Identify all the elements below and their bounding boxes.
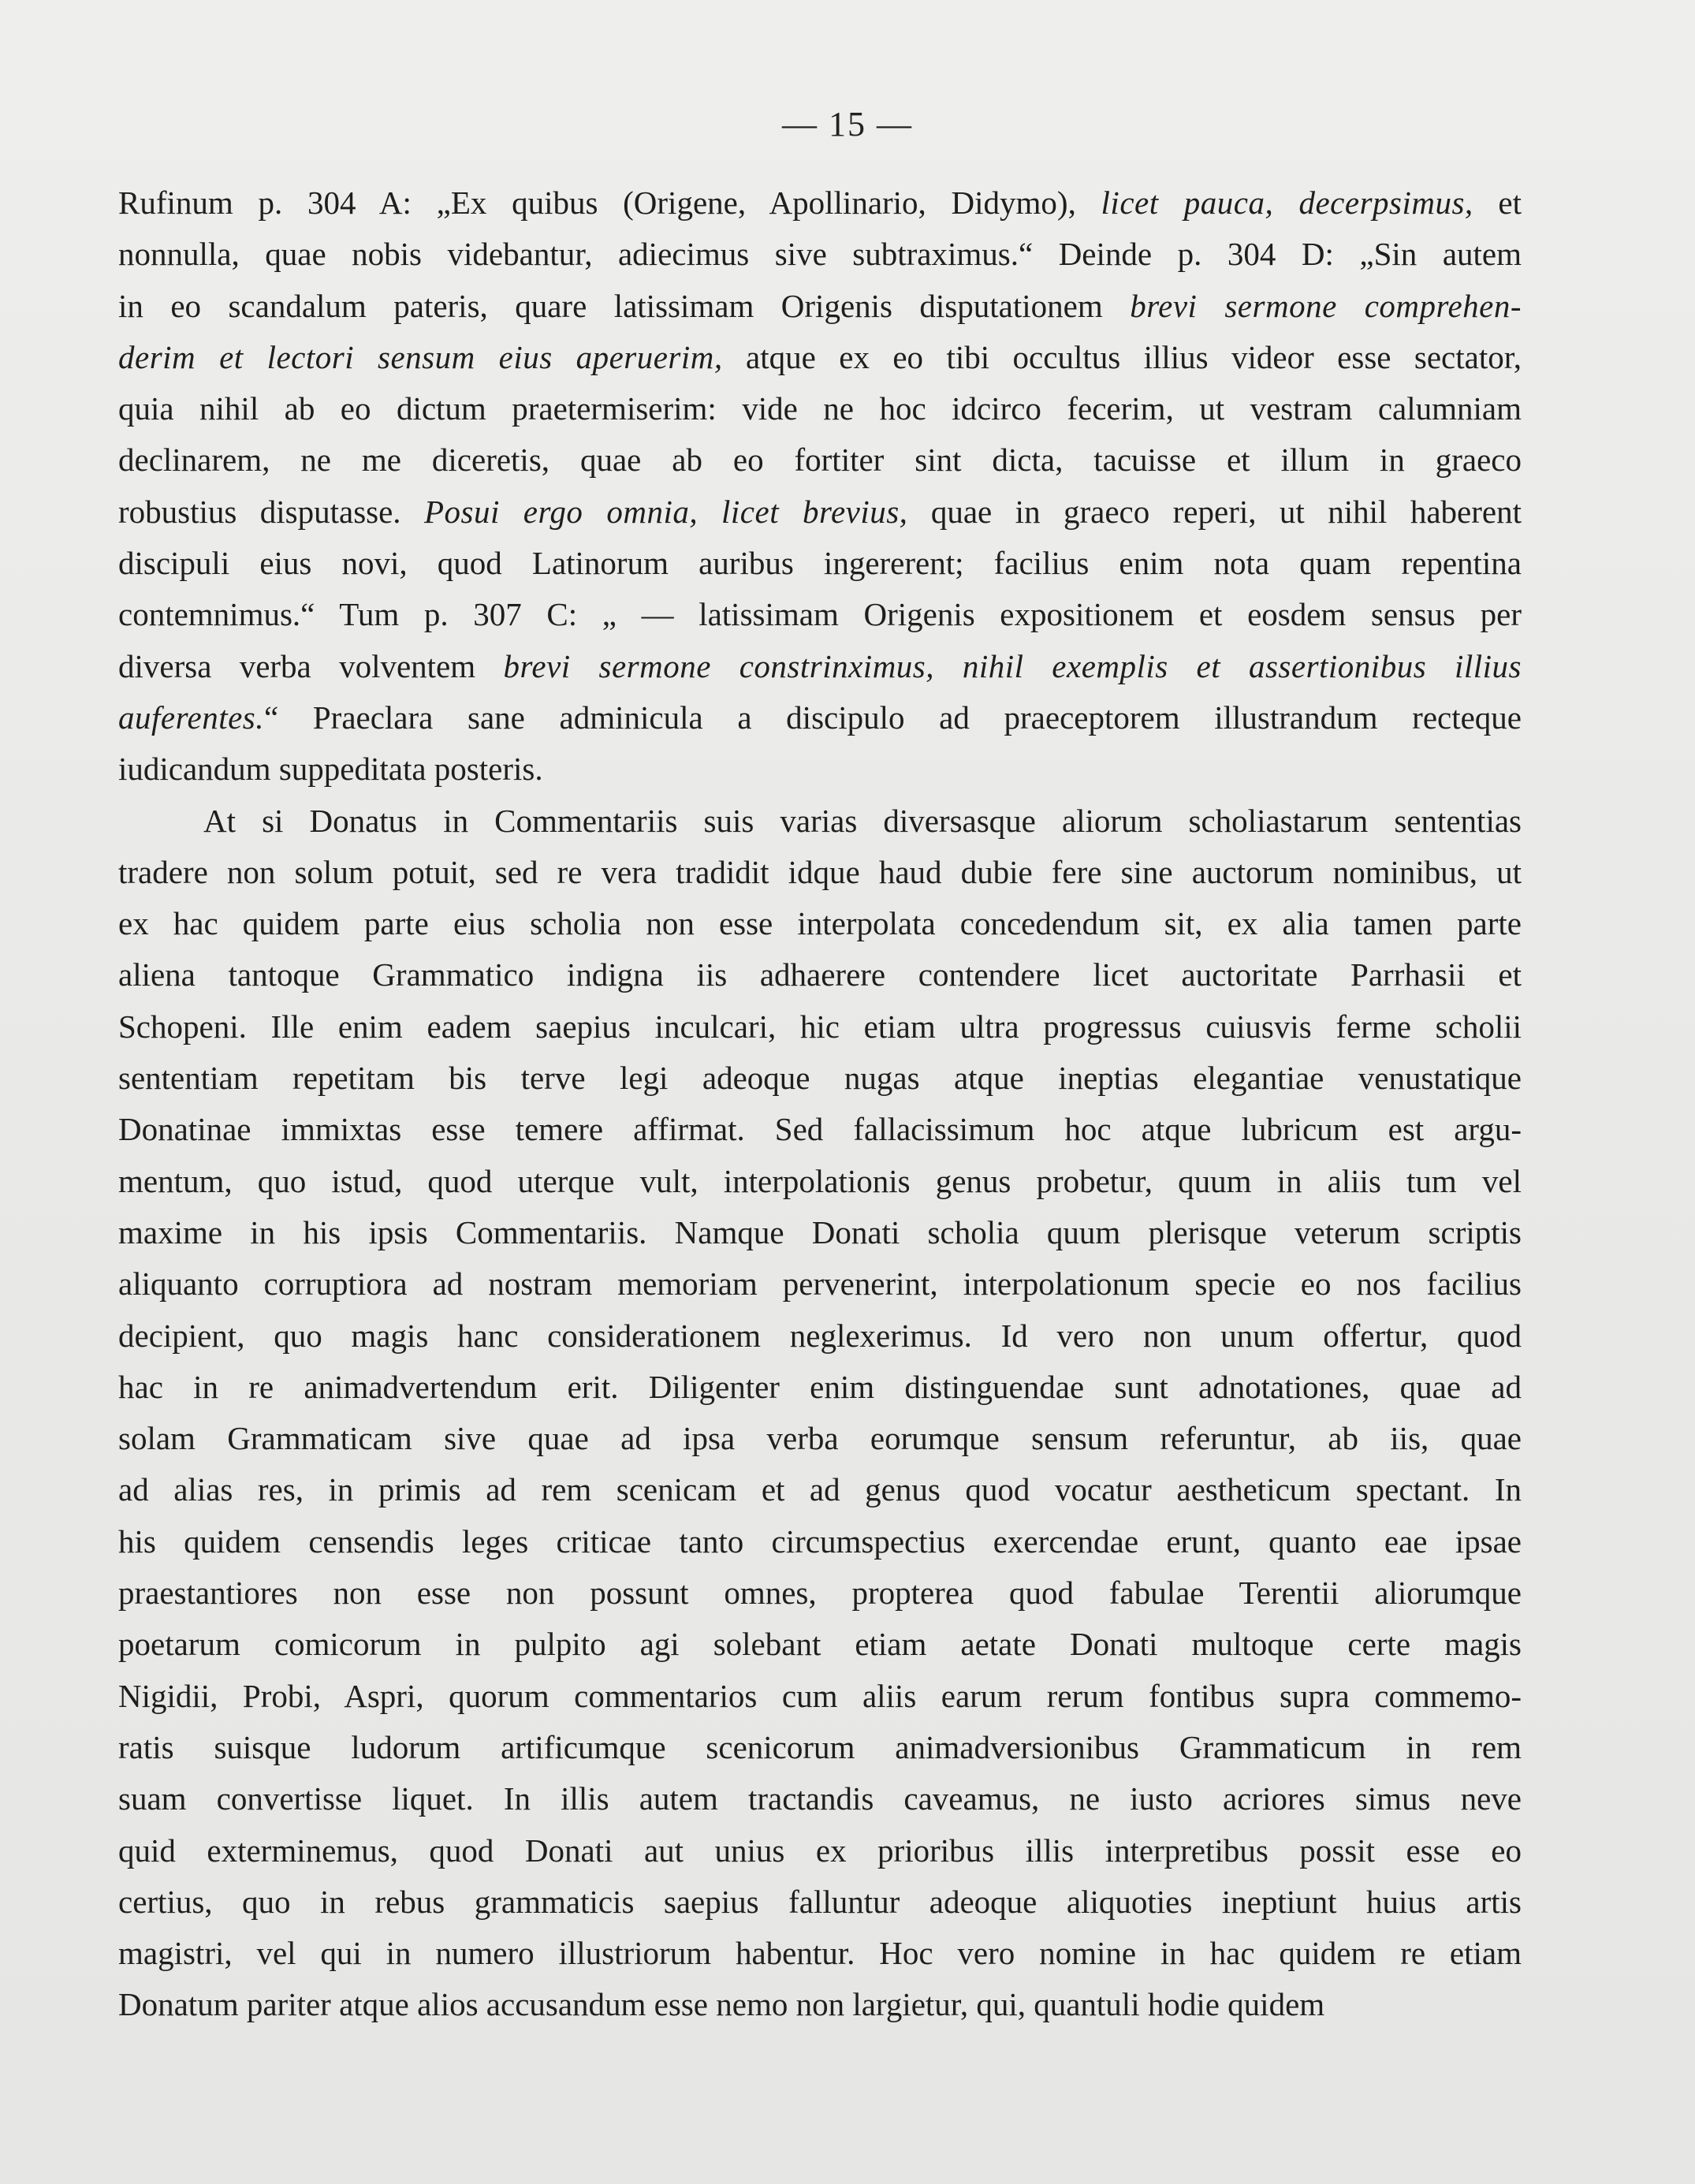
- text-segment: ad alias res, in primis ad rem scenicam et ad genus quod vocatur aestheticum spectant. In: [118, 1471, 1522, 1508]
- text-segment: “ Praeclara sane adminicula a discipulo ad praeceptorem illustrandum recteque: [264, 699, 1522, 736]
- text-segment: robustius disputasse.: [118, 493, 424, 530]
- text-line: [118, 1722, 1522, 1773]
- text-segment: Donatinae immixtas esse temere affirmat. Sed fallacissimum hoc atque lubricum est argu-: [118, 1111, 1522, 1148]
- text-line: [118, 744, 1522, 795]
- italic-text-segment: brevi sermone constrinximus, nihil exemplis et assertionibus illius: [503, 647, 1522, 684]
- text-line: [118, 281, 1522, 332]
- text-segment: nonnulla, quae nobis videbantur, adiecimus sive subtraximus.“ Deinde p. 304 D: „Sin autem: [118, 236, 1522, 273]
- text-segment: in eo scandalum pateris, quare latissimam Origenis disputationem: [118, 287, 1131, 324]
- text-line: [118, 1773, 1522, 1824]
- text-line: [118, 589, 1522, 640]
- text-segment: sententiam repetitam bis terve legi adeoque nugas atque ineptias elegantiae venustatique: [118, 1060, 1522, 1097]
- text-segment: quid exterminemus, quod Donati aut unius ex prioribus illis interpretibus possit esse eo: [118, 1832, 1522, 1869]
- text-line: [118, 847, 1522, 898]
- text-line: [118, 1156, 1522, 1207]
- text-segment: Schopeni. Ille enim eadem saepius inculcari, hic etiam ultra progressus cuiusvis ferme scholii: [118, 1008, 1522, 1045]
- text-segment: hac in re animadvertendum erit. Diligenter enim distinguendae sunt adnotationes, quae ad: [118, 1368, 1522, 1405]
- text-line: [118, 949, 1522, 1001]
- text-line: [118, 229, 1522, 280]
- text-segment: maxime in his ipsis Commentariis. Namque Donati scholia quum plerisque veterum scriptis: [118, 1213, 1522, 1250]
- text-line: [118, 692, 1522, 744]
- text-segment: atque ex eo tibi occultus illius videor esse sectator,: [722, 338, 1522, 375]
- text-line: [118, 1825, 1522, 1877]
- text-segment: declinarem, ne me diceretis, quae ab eo fortiter sint dicta, tacuisse et illum in graeco: [118, 442, 1522, 479]
- text-line: [118, 486, 1522, 538]
- text-line: [118, 1516, 1522, 1567]
- text-line: [118, 1464, 1522, 1515]
- text-line: [118, 796, 1522, 847]
- text-line: [118, 1877, 1522, 1928]
- text-segment: tradere non solum potuit, sed re vera tradidit idque haud dubie fere sine auctorum nominibus, ut: [118, 853, 1522, 890]
- text-segment: certius, quo in rebus grammaticis saepius falluntur adeoque aliquoties ineptiunt huius artis: [118, 1883, 1522, 1920]
- text-segment: et: [1473, 184, 1522, 221]
- text-line: [118, 177, 1522, 229]
- text-segment: poetarum comicorum in pulpito agi solebant etiam aetate Donati multoque certe magis: [118, 1626, 1522, 1663]
- text-segment: contemnimus.“ Tum p. 307 C: „ — latissimam Origenis expositionem et eosdem sensus per: [118, 596, 1522, 633]
- text-segment: Rufinum p. 304 A: „Ex quibus (Origene, Apollinario, Didymo),: [118, 184, 1101, 221]
- text-segment: solam Grammaticam sive quae ad ipsa verba eorumque sensum referuntur, ab iis, quae: [118, 1420, 1522, 1457]
- text-line: [118, 1979, 1522, 2030]
- text-segment: aliena tantoque Grammatico indigna iis adhaerere contendere licet auctoritate Parrhasii et: [118, 956, 1522, 993]
- text-segment: Nigidii, Probi, Aspri, quorum commentarios cum aliis earum rerum fontibus supra commemo-: [118, 1677, 1522, 1714]
- text-segment: praestantiores non esse non possunt omnes, propterea quod fabulae Terentii aliorumque: [118, 1575, 1522, 1612]
- text-line: [118, 1619, 1522, 1670]
- italic-text-segment: auferentes.: [118, 699, 265, 736]
- text-segment: ex hac quidem parte eius scholia non esse interpolata concedendum sit, ex alia tamen parte: [118, 905, 1522, 942]
- text-line: [118, 383, 1522, 434]
- text-line: [118, 1258, 1522, 1310]
- text-line: [118, 1362, 1522, 1413]
- body-text: [118, 177, 1522, 2031]
- text-segment: quae in graeco reperi, ut nihil haberent: [907, 493, 1522, 530]
- text-line: [118, 538, 1522, 589]
- text-segment: ratis suisque ludorum artificumque scenicorum animadversionibus Grammaticum in rem: [118, 1728, 1522, 1765]
- italic-text-segment: licet pauca, decerpsimus,: [1101, 184, 1473, 221]
- text-line: [118, 1001, 1522, 1053]
- text-segment: magistri, vel qui in numero illustriorum habentur. Hoc vero nomine in hac quidem re etiam: [118, 1935, 1522, 1972]
- text-segment: quia nihil ab eo dictum praetermiserim: vide ne hoc idcirco fecerim, ut vestram calumniam: [118, 390, 1522, 427]
- text-segment: suam convertisse liquet. In illis autem tractandis caveamus, ne iusto acriores simus neve: [118, 1780, 1522, 1817]
- text-line: [118, 1310, 1522, 1362]
- text-line: [118, 1104, 1522, 1155]
- text-line: [118, 1928, 1522, 1979]
- italic-text-segment: derim et lectori sensum eius aperuerim,: [118, 338, 723, 375]
- text-segment: discipuli eius novi, quod Latinorum auribus ingererent; facilius enim nota quam repentina: [118, 545, 1522, 582]
- text-segment: aliquanto corruptiora ad nostram memoriam pervenerint, interpolationum specie eo nos facilius: [118, 1265, 1522, 1303]
- italic-text-segment: brevi sermone comprehen-: [1130, 287, 1522, 324]
- text-line: [118, 434, 1522, 486]
- text-segment: At si Donatus in Commentariis suis varias diversasque aliorum scholiastarum sententias: [203, 802, 1522, 839]
- text-line: [118, 332, 1522, 383]
- text-segment: iudicandum suppeditata posteris.: [118, 751, 543, 788]
- text-line: [118, 1671, 1522, 1722]
- italic-text-segment: Posui ergo omnia, licet brevius,: [423, 493, 908, 530]
- text-line: [118, 1207, 1522, 1258]
- text-line: [118, 898, 1522, 949]
- text-segment: Donatum pariter atque alios accusandum esse nemo non largietur, qui, quantuli hodie quidem: [118, 1986, 1325, 2023]
- text-segment: his quidem censendis leges criticae tanto circumspectius exercendae erunt, quanto eae ipsae: [118, 1522, 1522, 1560]
- text-line: [118, 1413, 1522, 1464]
- text-line: [118, 641, 1522, 692]
- text-line: [118, 1053, 1522, 1104]
- text-segment: mentum, quo istud, quod uterque vult, interpolationis genus probetur, quum in aliis tum vel: [118, 1162, 1522, 1199]
- text-segment: diversa verba volventem: [118, 647, 504, 684]
- text-segment: decipient, quo magis hanc considerationem neglexerimus. Id vero non unum offertur, quod: [118, 1317, 1522, 1354]
- page-number: — 15 —: [782, 105, 913, 143]
- text-line: [118, 1567, 1522, 1619]
